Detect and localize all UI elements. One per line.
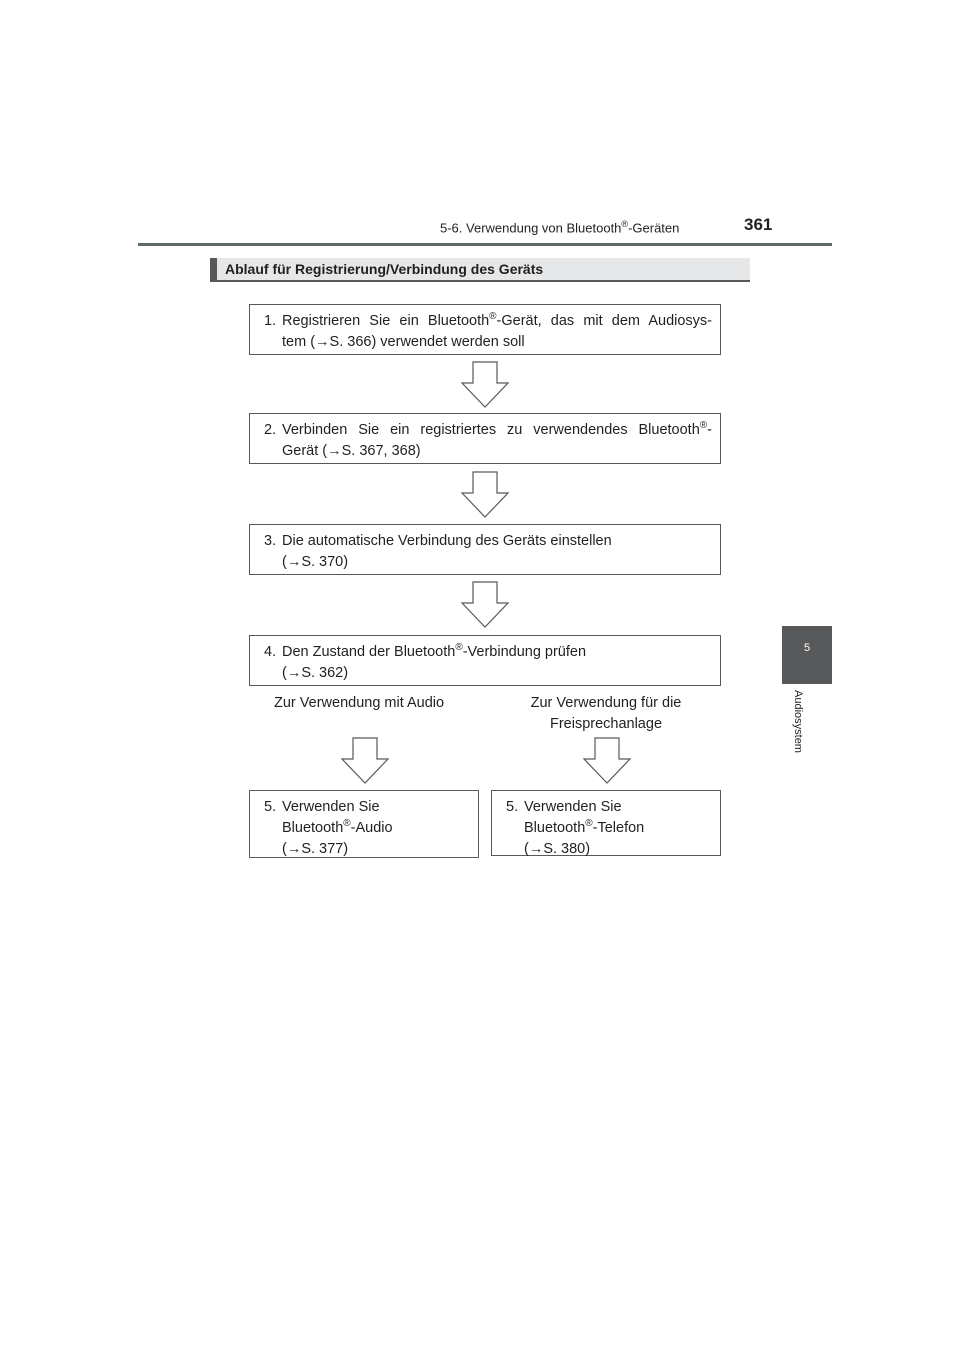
step-line-1: Den Zustand der Bluetooth®-Verbindung prüfen (282, 642, 587, 660)
section-heading-bar (210, 258, 750, 282)
flow-arrow-down-icon (460, 471, 510, 519)
flow-arrow-down-icon (460, 581, 510, 629)
step-line-2: Gerät (→S. 367, 368) (282, 443, 421, 459)
step-line-1: Die automatische Verbindung des Geräts einstellen (282, 533, 612, 549)
branch-label-audio: Zur Verwendung mit Audio (274, 695, 445, 711)
step-line-2: (→S. 370) (282, 554, 349, 570)
flow-step-2 (249, 413, 721, 464)
flow-step-5-phone (491, 790, 721, 856)
running-header: 5-6. Verwendung von Bluetooth®-Geräten (440, 219, 680, 236)
step-line-2: tem (→S. 366) verwendet werden soll (282, 334, 525, 350)
step-line-3: (→S. 377) (282, 841, 349, 857)
chapter-tab: 5 (782, 626, 832, 684)
branch-label-line-1: Zur Verwendung für die (530, 695, 682, 711)
step-line-2: (→S. 362) (282, 665, 349, 681)
flow-arrow-down-icon (340, 737, 390, 785)
flow-arrow-down-icon (460, 361, 510, 409)
step-line-3: (→S. 380) (524, 841, 591, 857)
step-text (282, 531, 712, 573)
step-text (282, 311, 712, 353)
section-marker (210, 258, 217, 280)
step-line-2: Bluetooth®-Audio (282, 818, 393, 836)
step-number: 5. (264, 799, 277, 815)
step-number: 4. (264, 644, 277, 660)
step-line-1: Registrieren Sie ein Bluetooth®-Gerät, das mit dem Audiosys- (282, 311, 712, 329)
flow-step-5-audio (249, 790, 479, 858)
page-number: 361 (744, 215, 773, 234)
step-number: 5. (506, 799, 519, 815)
branch-label-line-2: Freisprechanlage (549, 716, 663, 732)
branch-label-handsfree (516, 693, 696, 735)
step-line-2: Bluetooth®-Telefon (524, 818, 645, 836)
flow-arrow-down-icon (582, 737, 632, 785)
step-text (524, 797, 712, 860)
flow-step-3 (249, 524, 721, 575)
step-line-1: Verbinden Sie ein registriertes zu verwendendes Bluetooth®- (282, 420, 712, 438)
step-number: 2. (264, 422, 277, 438)
chapter-label (782, 690, 812, 770)
section-title: Ablauf für Registrierung/Verbindung des Geräts (225, 261, 544, 277)
step-number: 1. (264, 313, 277, 329)
chapter-title: Audiosystem (792, 690, 804, 753)
step-text (282, 642, 712, 684)
step-text (282, 797, 470, 860)
header-rule (138, 243, 832, 246)
step-line-1: Verwenden Sie (524, 799, 622, 815)
flow-step-4 (249, 635, 721, 686)
flow-step-1 (249, 304, 721, 355)
step-number: 3. (264, 533, 277, 549)
step-line-1: Verwenden Sie (282, 799, 380, 815)
step-text (282, 420, 712, 462)
